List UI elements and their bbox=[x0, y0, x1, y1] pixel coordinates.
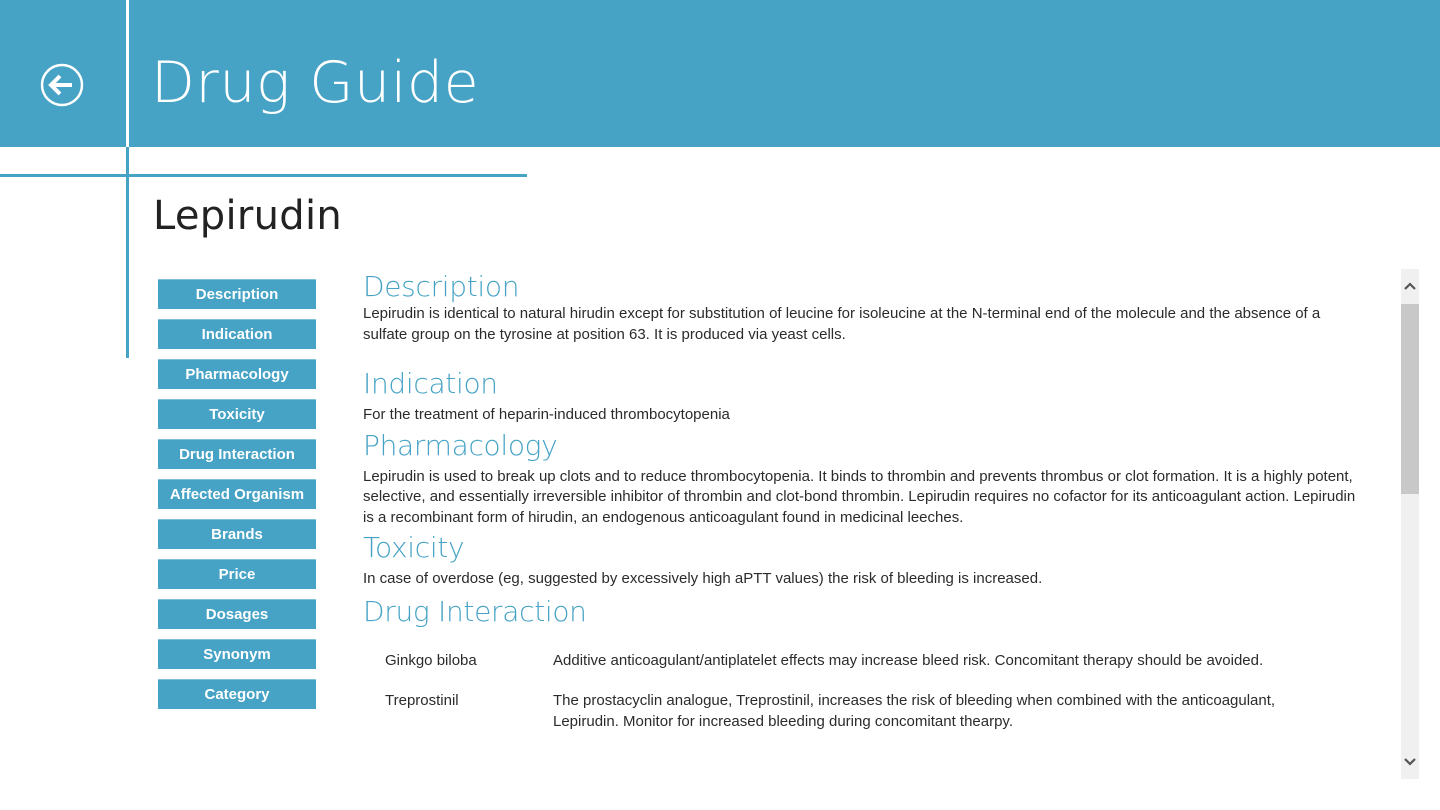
nav-description-button[interactable]: Description bbox=[158, 279, 316, 309]
section-title: Pharmacology bbox=[363, 428, 558, 462]
section-nav bbox=[158, 279, 316, 719]
section-drug-interaction bbox=[363, 595, 1383, 733]
vertical-scrollbar[interactable] bbox=[1401, 269, 1419, 779]
scroll-down-button[interactable] bbox=[1401, 745, 1419, 779]
nav-category-button[interactable]: Category bbox=[158, 679, 316, 709]
section-title: Toxicity bbox=[363, 531, 465, 564]
interaction-row bbox=[363, 651, 1383, 672]
decorative-horizontal-line bbox=[0, 174, 527, 177]
section-pharmacology bbox=[363, 429, 1383, 529]
scrollbar-thumb[interactable] bbox=[1401, 304, 1419, 494]
nav-brands-button[interactable]: Brands bbox=[158, 519, 316, 549]
interaction-row bbox=[363, 691, 1383, 732]
section-title: Indication bbox=[363, 367, 498, 400]
section-title: Description bbox=[363, 270, 520, 303]
header-divider bbox=[126, 0, 129, 147]
section-title: Drug Interaction bbox=[363, 594, 587, 628]
nav-drug-interaction-button[interactable]: Drug Interaction bbox=[158, 439, 316, 469]
decorative-vertical-line bbox=[126, 147, 129, 358]
app-header bbox=[0, 0, 1440, 147]
chevron-up-icon bbox=[1404, 282, 1416, 290]
content-scroll-area[interactable] bbox=[363, 270, 1383, 780]
section-toxicity bbox=[363, 531, 1383, 590]
section-body: Lepirudin is identical to natural hirudin except for substitution of leucine for isoleucine at the N-terminal end of the molecule and the absence of a sulfate group on the tyrosine at position 63. It is produced via yeast cells. bbox=[363, 305, 1321, 343]
nav-toxicity-button[interactable]: Toxicity bbox=[158, 399, 316, 429]
section-body: Lepirudin is used to break up clots and to reduce thrombocytopenia. It binds to thrombin and prevents thrombus or clot formation. It is a highly potent, selective, and essentially irreversible inhibitor of thrombin and clot-bond thrombin. Lepirudin requires no cofactor for its anticoagulant action. Lepirudin is a recombinant form of hirudin, an endogenous anticoagulant found in medicinal leeches. bbox=[363, 467, 1356, 526]
page-title: Lepirudin bbox=[153, 193, 343, 239]
nav-price-button[interactable]: Price bbox=[158, 559, 316, 589]
interaction-effect: The prostacyclin analogue, Treprostinil, increases the risk of bleeding when combined with the anticoagulant, Lepirudin. Monitor for increased bleeding during concomitant thearpy. bbox=[553, 692, 1276, 730]
interaction-drug: Treprostinil bbox=[385, 692, 459, 709]
scroll-up-button[interactable] bbox=[1401, 269, 1419, 303]
back-button[interactable] bbox=[40, 63, 84, 107]
section-description bbox=[363, 270, 1383, 345]
back-arrow-circle-icon bbox=[40, 63, 84, 107]
section-indication bbox=[363, 367, 1383, 426]
interaction-table bbox=[363, 651, 1383, 733]
interaction-effect: Additive anticoagulant/antiplatelet effects may increase bleed risk. Concomitant therapy should be avoided. bbox=[553, 651, 1264, 669]
interaction-drug: Ginkgo biloba bbox=[385, 651, 477, 669]
nav-affected-organism-button[interactable]: Affected Organism bbox=[158, 479, 316, 509]
app-title: Drug Guide bbox=[151, 50, 480, 116]
nav-pharmacology-button[interactable]: Pharmacology bbox=[158, 359, 316, 389]
section-body: In case of overdose (eg, suggested by excessively high aPTT values) the risk of bleeding is increased. bbox=[363, 570, 1043, 587]
nav-indication-button[interactable]: Indication bbox=[158, 319, 316, 349]
section-body: For the treatment of heparin-induced thrombocytopenia bbox=[363, 406, 730, 423]
nav-dosages-button[interactable]: Dosages bbox=[158, 599, 316, 629]
nav-synonym-button[interactable]: Synonym bbox=[158, 639, 316, 669]
chevron-down-icon bbox=[1404, 758, 1416, 766]
